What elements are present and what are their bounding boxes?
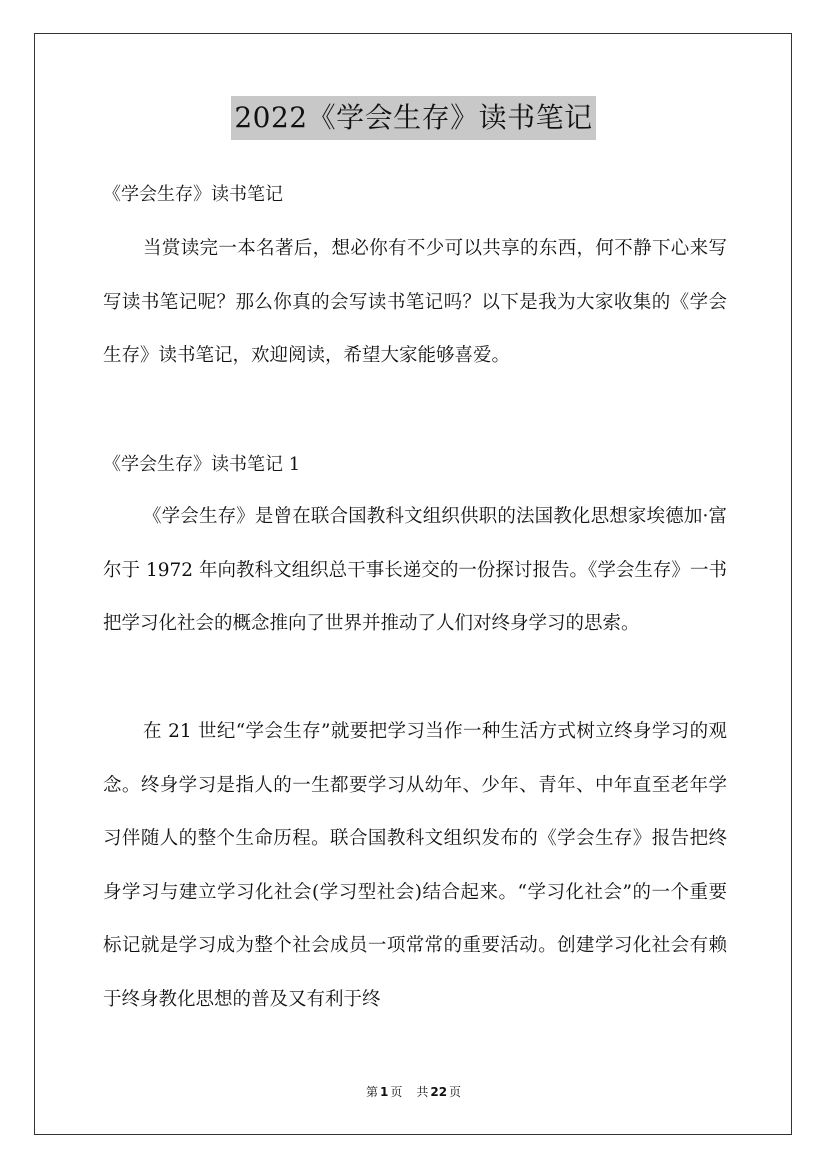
footer-total-pages: 22 (430, 1085, 448, 1099)
intro-paragraph: 当赏读完一本名著后，想必你有不少可以共享的东西，何不静下心来写写读书笔记呢？那么你真的会写读书笔记吗？以下是我为大家收集的《学会生存》读书笔记，欢迎阅读，希望大家能够喜爱。 (103, 238, 727, 367)
footer-page-prefix: 第 (365, 1085, 378, 1099)
section1-paragraph-1: 《学会生存》是曾在联合国教科文组织供职的法国教化思想家埃德加·富尔于 1972 年向教科文组织总干事长递交的一份探讨报告。《学会生存》一书把学习化社会的概念推向了世界并推动了人们对终身学习的思索。 (103, 506, 727, 635)
document-title: 2022《学会生存》读书笔记 (231, 96, 595, 140)
footer-total-suffix: 页 (449, 1085, 462, 1099)
section1-paragraph-2: 在 21 世纪“学会生存”就要把学习当作一种生活方式树立终身学习的观念。终身学习是指人的一生都要学习从幼年、少年、青年、中年直至老年学习伴随人的整个生命历程。联合国教科文组织发布的《学会生存》报告把终身学习与建立学习化社会(学习型社会)结合起来。“学习化社会”的一个重要标记就是学习成为整个社会成员一项常常的重要活动。创建学习化社会有赖于终身教化思想的普及又有利于终 (103, 721, 727, 1010)
section1-heading: 《学会生存》读书笔记 1 (103, 454, 301, 475)
intro-heading: 《学会生存》读书笔记 (103, 184, 283, 205)
footer-page-suffix: 页 (390, 1085, 403, 1099)
title-container (0, 96, 827, 140)
footer-current-page: 1 (379, 1085, 389, 1099)
footer-total-prefix: 共 (416, 1085, 429, 1099)
page-footer (0, 1084, 827, 1100)
